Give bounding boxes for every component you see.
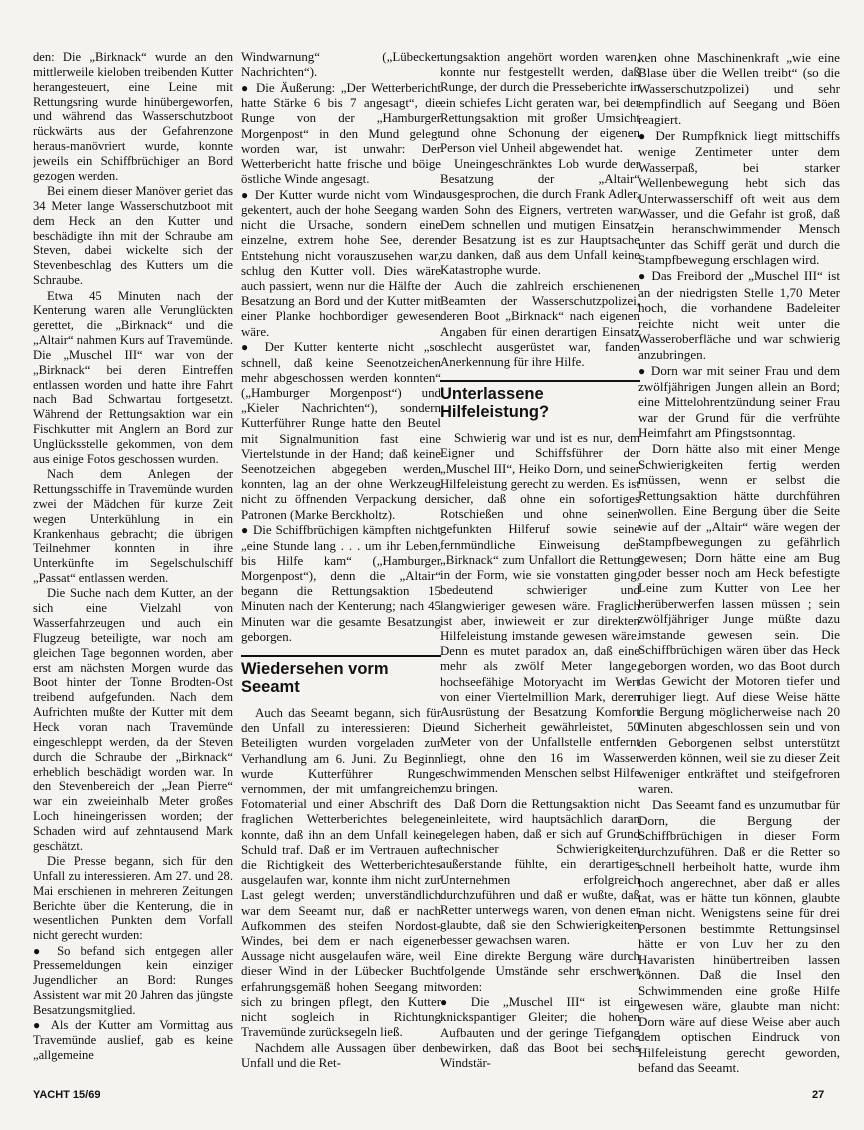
continued-paragraph: den: Die „Birknack“ wurde an den mittlerweile kieloben treibenden Kutter herangesteuert, eine Leine mit Rettungsring wurde hinübergeworfen, und während das Wasserschutzboot rückwärts aus der Gefahrenzone heraus-manövriert wurde, konnte jeweils ein Schiffbrüchiger an Bord gezogen werden. <box>33 50 233 183</box>
bullet-paragraph: ● Die Äußerung: „Der Wetterbericht hatte Stärke 6 bis 7 angesagt“, die Runge von der „Hamburger Morgenpost“ in den Mund gelegt worden war, ist unwahr: Der Wetterbericht hatte frische und böige östliche Winde angesagt. <box>241 81 441 187</box>
article-column-4 <box>638 50 840 1075</box>
bullet-paragraph: ● Der Kutter wurde nicht vom Wind gekentert, auch der hohe Seegang war nicht die Ursache, sondern eine einzelne, extrem hohe See, deren Entstehung nicht vorauszusehen war, schlug den Kutter voll. Dies wäre auch passiert, wenn nur die Hälfte der Besatzung an Bord und der Kutter mit einer Planke hochbordiger gewesen wäre. <box>241 188 441 340</box>
bullet-paragraph: ● Die Schiffbrüchigen kämpften nicht „eine Stunde lang . . . um ihr Leben, bis Hilfe kam“ („Hamburger Morgenpost“), denn die „Altair“ begann die Rettungsaktion 15 Minuten nach der Kenterung; nach 45 Minuten war die gesamte Besatzung geborgen. <box>241 523 441 645</box>
paragraph: Das Seeamt fand es unzumutbar für Dorn, die Bergung der Schiffbrüchigen in dieser Form durchzuführen. Daß er die Retter so schnell herbeiholt hatte, wurde ihm hoch angerechnet, aber daß er alles tat, was er hätte tun können, glaubte man nicht. Wenigstens seine für drei Personen bestimmte Rettungsinsel hätte er von Luv her zu den Havaristen hinübertreiben lassen können. Daß die Insel den Schwimmenden eine große Hilfe gewesen wäre, glaubte man nicht: Dorn wäre auf diese Weise aber auch dem optischen Eindruck von Hilfeleistung gerecht geworden, befand das Seeamt. <box>638 797 840 1075</box>
paragraph: Nach dem Anlegen der Rettungsschiffe in Travemünde wurden zwei der Mädchen für kurze Zeit wegen Unterkühlung in ein Krankenhaus gebracht; die übrigen Teilnehmer konnten in ihre Unterkünfte im Segelschulschiff „Passat“ entlassen werden. <box>33 467 233 586</box>
article-column-3 <box>440 50 640 1075</box>
bullet-paragraph: ● Dorn war mit seiner Frau und dem zwölfjährigen Jungen allein an Bord; eine Mittelohrentzündung seiner Frau war der Grund für die verfrühte Heimfahrt am Pfingstsonntag. <box>638 363 840 441</box>
article-column-2 <box>241 50 441 1075</box>
bullet-paragraph: ● So befand sich entgegen aller Pressemeldungen kein einziger Jugendlicher an Bord: Runges Assistent war mit 20 Jahren das jüngste Besatzungsmitglied. <box>33 944 233 1018</box>
bullet-paragraph: ● Das Freibord der „Muschel III“ ist an der niedrigsten Stelle 1,70 Meter hoch, die vorhandene Badeleiter reichte nicht weit unter die Wasseroberfläche und war schwierig anzubringen. <box>638 268 840 362</box>
paragraph: Nachdem alle Aussagen über den Unfall und die Ret- <box>241 1040 441 1071</box>
paragraph: Bei einem dieser Manöver geriet das 34 Meter lange Wasserschutzboot mit dem Heck an den Kutter und beschädigte ihn mit der Schraube am Steven, dabei wickelte sich der Stevenbeschlag des Kutters um die Schraube. <box>33 184 233 288</box>
page-number: 27 <box>812 1089 825 1101</box>
article-column-1 <box>33 50 233 1075</box>
paragraph: Die Presse begann, sich für den Unfall zu interessieren. Am 27. und 28. Mai erschienen in mehreren Zeitungen Berichte über die Kenterung, die in wesentlichen Punkten dem Vorfall nicht gerecht wurden: <box>33 854 233 943</box>
paragraph: Uneingeschränktes Lob wurde der Besatzung der „Altair“ ausgesprochen, die durch Frank Adler, den Sohn des Eigners, vertreten war. Dem schnellen und mutigen Einsatz der Besatzung ist es zur Hauptsache zu danken, daß aus dem Unfall keine Katastrophe wurde. <box>440 156 640 278</box>
paragraph: Daß Dorn die Rettungsaktion nicht einleitete, wird hauptsächlich daran gelegen haben, daß er sich auf Grund technischer Schwierigkeiten außerstande fühlte, ein derartiges Unternehmen erfolgreich durchzuführen und daß er wußte, daß Retter unterwegs waren, von denen er glaubte, daß sie den Schwierigkeiten besser gewachsen waren. <box>440 796 640 948</box>
bullet-paragraph: ● Der Rumpfknick liegt mittschiffs wenige Zentimeter unter dem Wasserpaß, bei starker Wellenbewegung hebt sich das Unterwasserschiff oft weit aus dem Wasser, und die Gefahr ist groß, daß ein heranschwimmender Mensch unter das Schiff gerät und durch die Stampfbewegung erschlagen wird. <box>638 128 840 268</box>
continued-paragraph: Windwarnung“ („Lübecker Nachrichten“). <box>241 50 441 80</box>
paragraph: Auch die zahlreich erschienenen Beamten der Wasserschutzpolizei, deren Boot „Birknack“ nach eigenen Angaben für einen derartigen Einsatz schlecht ausgerüstet war, fanden Anerkennung für ihre Hilfe. <box>440 279 640 370</box>
bullet-paragraph: ● Als der Kutter am Vormittag aus Travemünde auslief, gab es keine „allgemeine <box>33 1018 233 1063</box>
magazine-issue-label: YACHT 15/69 <box>33 1089 101 1101</box>
paragraph: Auch das Seeamt begann, sich für den Unfall zu interessieren: Die Beteiligten wurden vorgeladen zur Verhandlung am 6. Juni. Zu Beginn wurde Kutterführer Runge vernommen, der mit umfangreichem Fotomaterial und einer Abschrift des fraglichen Wetterberichtes belegen konnte, daß ihn an dem Unfall keine Schuld traf. Daß er im Vertrauen auf die Richtigkeit des Wetterberichtes ausgelaufen war, konnte ihm nicht zur Last gelegt werden; unverständlich war dem Seeamt nur, daß er nach Aufkommen des steifen Nordost-Windes, bei dem er nach eigener Aussage nicht ausgelaufen wäre, weil dieser Wind in der Lübecker Bucht erfahrungsgemäß hohen Seegang mit sich zu bringen pflegt, den Kutter nicht sogleich in Richtung Travemünde zurücksegeln ließ. <box>241 705 441 1040</box>
section-heading: Unterlassene Hilfeleistung? <box>440 380 640 421</box>
paragraph: Eine direkte Bergung wäre durch folgende Umstände sehr erschwert worden: <box>440 949 640 994</box>
section-heading: Wiedersehen vorm Seeamt <box>241 655 441 696</box>
bullet-paragraph: ● Der Kutter kenterte nicht „so schnell, daß keine Seenotzeichen mehr abgeschossen werden konnten“ („Hamburger Morgenpost“) und „Kieler Nachrichten“), sondern Kutterführer Runge hatte den Beutel mit Signalmunition fast eine Viertelstunde in der Hand; daß keine Seenotzeichen abgegeben werden konnten, lag an der ohne Werkzeug nicht zu öffnenden Verpackung der Patronen (Marke Berckholtz). <box>241 340 441 522</box>
bullet-paragraph: ● Die „Muschel III“ ist ein knickspantiger Gleiter; die hohen Aufbauten und der geringe Tiefgang bewirken, daß das Boot bei sechs Windstär- <box>440 995 640 1071</box>
continued-paragraph: tungsaktion angehört worden waren, konnte nur festgestellt werden, daß Runge, der durch die Presseberichte in ein schiefes Licht geraten war, bei der Rettungsaktion mit großer Umsicht und ohne Schonung der eigenen Person viel Unheil abgewendet hat. <box>440 50 640 156</box>
paragraph: Schwierig war und ist es nur, dem Eigner und Schiffsführer der „Muschel III“, Heiko Dorn, und seiner Hilfeleistung gerecht zu werden. Es ist sicher, daß ohne ein sofortiges Rotschießen und ohne seinen gefunkten Hilferuf sowie seine fernmündliche Einweisung der „Birknack“ zum Unfallort die Rettung in der Form, wie sie vonstatten ging, bedeutend schwieriger und langwieriger gewesen wäre. Fraglich ist aber, inwieweit er zur direkten Hilfeleistung imstande gewesen wäre. Denn es mutet paradox an, daß eine mehr als zwölf Meter lange, hochseefähige Motoryacht im Wert von einer Viertelmillion Mark, deren Ausrüstung der Besatzung Komfort und Sicherheit gewährleistet, 50 Meter von der Unfallstelle entfernt liegt, ohne den 16 im Wasser schwimmenden Menschen selbst Hilfe zu bringen. <box>440 431 640 795</box>
paragraph: Dorn hätte also mit einer Menge Schwierigkeiten fertig werden müssen, wenn er selbst die Rettungsaktion hätte durchführen wollen. Eine Bergung über die Seite wie auf der „Altair“ wäre wegen der Stampfbewegungen zu gefährlich gewesen; Dorn hätte eine am Bug oder besser noch am Heck befestigte Leine zum Kutter von Lee her herüberwerfen lassen müssen ; sein zwölfjähriger Junge müßte dazu imstande gewesen sein. Die Schiffbrüchigen wären über das Heck geborgen worden, wo das Boot durch das Gewicht der Motoren tiefer und ruhiger liegt. Auf diese Weise hätte die Bergung möglicherweise nach 20 Minuten abgeschlossen sein und von den Geborgenen selbst unterstützt werden können, weil sie zu dieser Zeit weniger entkräftet und steifgefroren waren. <box>638 441 840 797</box>
paragraph: Die Suche nach dem Kutter, an der sich eine Vielzahl von Wasserfahrzeugen und auch ein Flugzeug beteiligte, war noch am gleichen Tage begonnen worden, aber erst am nächsten Morgen wurde das Boot hinter der Tonne Brodten-Ost treibend aufgefunden. Nach dem Aufrichten mußte der Kutter mit dem Heck voran nach Travemünde eingeschleppt werden, da der Steven durch die Schraube der „Birknack“ erheblich beschädigt worden war. In den Stevenbereich der „Jean Pierre“ war ein zweieinhalb Meter großes Loch hineingerissen worden; der Schaden wird auf zehntausend Mark geschätzt. <box>33 586 233 853</box>
paragraph: Etwa 45 Minuten nach der Kenterung waren alle Verunglückten gerettet, die „Birknack“ und die „Altair“ nahmen Kurs auf Travemünde. Die „Muschel III“ war von der „Birknack“ bei deren Eintreffen entlassen worden und hatte ihre Fahrt nach Bad Schwartau fortgesetzt. Während der Rettungsaktion war ein Fischkutter mit Anglern an Bord zur Unglücksstelle gekommen, von dem aus einige Fotos geschossen wurden. <box>33 288 233 466</box>
continued-paragraph: ken ohne Maschinenkraft „wie eine Blase über die Wellen treibt“ (so die Wasserschutzpolizei) und sehr empfindlich auf Seegang und Böen reagiert. <box>638 50 840 127</box>
